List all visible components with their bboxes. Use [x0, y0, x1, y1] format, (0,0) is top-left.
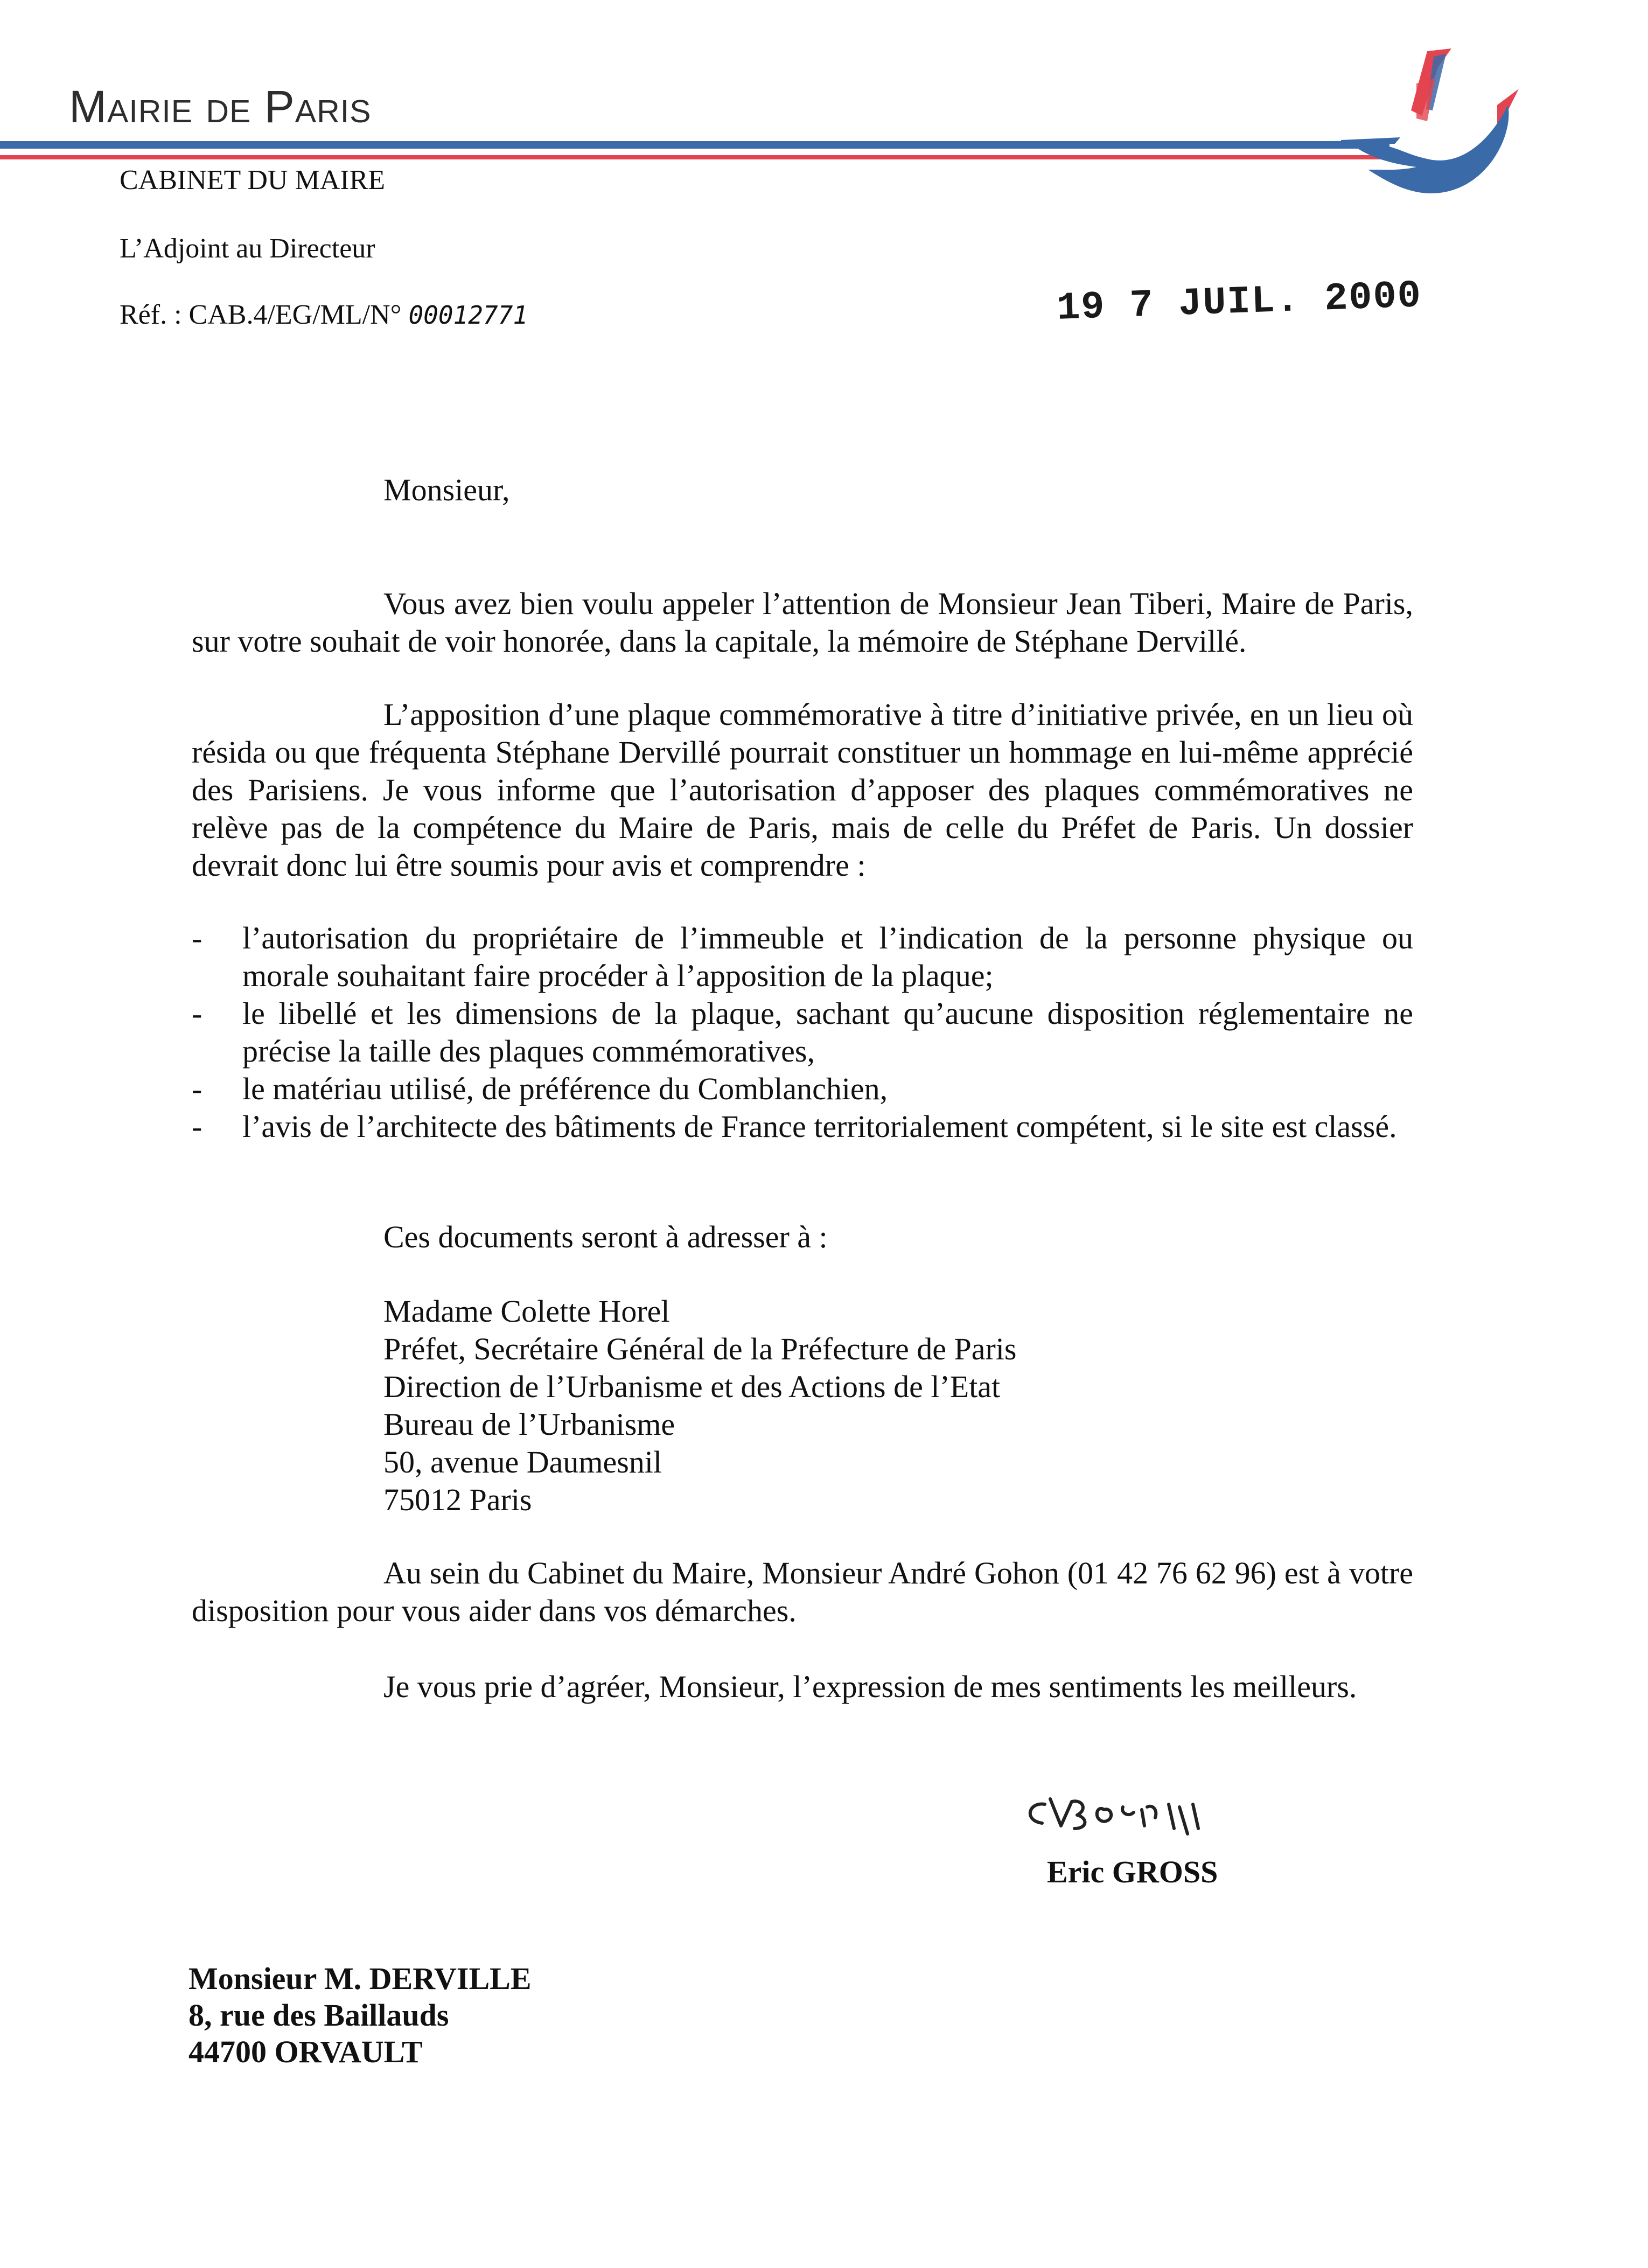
list-item	[192, 995, 1413, 1070]
header-rule-blue	[0, 141, 1389, 149]
list-item-text: l’avis de l’architecte des bâtiments de France territorialement compétent, si le site est classé.	[242, 1109, 1397, 1144]
list-dash: -	[192, 1071, 202, 1106]
paris-ship-logo-icon	[1336, 46, 1540, 218]
list-item	[192, 1070, 1413, 1108]
brand-text: Mairie de Paris	[69, 81, 372, 132]
list-dash: -	[192, 996, 202, 1031]
recipient-street: 8, rue des Baillauds	[188, 1998, 449, 2033]
address-line: Bureau de l’Urbanisme	[383, 1407, 675, 1442]
paragraph-1-text: Vous avez bien voulu appeler l’attention de Monsieur Jean Tiberi, Maire de Paris, sur votre souhait de voir honorée, dans la capitale, la mémoire de Stéphane Dervillé.	[192, 586, 1413, 659]
paragraph-2	[192, 696, 1413, 884]
address-line: Madame Colette Horel	[383, 1294, 670, 1329]
prefecture-address	[383, 1293, 1017, 1519]
list-item	[192, 919, 1413, 995]
paragraph-3-text: Au sein du Cabinet du Maire, Monsieur André Gohon (01 42 76 62 96) est à votre disposition pour vous aider dans vos démarches.	[192, 1555, 1413, 1628]
salutation: Monsieur,	[383, 472, 510, 507]
list-dash: -	[192, 1109, 202, 1144]
paragraph-3	[192, 1554, 1413, 1630]
address-line: Préfet, Secrétaire Général de la Préfecture de Paris	[383, 1331, 1017, 1366]
reference-line	[120, 299, 528, 331]
handwritten-signature	[1012, 1777, 1282, 1853]
closing-formula: Je vous prie d’agréer, Monsieur, l’expression de mes sentiments les meilleurs.	[383, 1669, 1357, 1704]
recipient-name: Monsieur M. DERVILLE	[188, 1961, 532, 1996]
letterhead-title	[69, 81, 371, 133]
paragraph-2-text: L’apposition d’une plaque commémorative à titre d’initiative privée, en un lieu où résida ou que fréquenta Stéphane Dervillé pourrait constituer un hommage en lui-même apprécié des Parisiens. Je vous informe que l’autorisation d’apposer des plaques commémoratives ne relève pas de la compétence du Maire de Paris, mais de celle du Préfet de Paris. Un dossier devrait donc lui être soumis pour avis et comprendre :	[192, 697, 1413, 883]
reference-label: Réf. : CAB.4/EG/ML/N°	[120, 299, 402, 330]
list-item	[192, 1108, 1413, 1146]
recipient-address	[188, 1960, 532, 2070]
date-stamp: 19 7 JUIL. 2000	[1056, 274, 1423, 331]
address-intro: Ces documents seront à adresser à :	[383, 1219, 828, 1254]
list-dash: -	[192, 920, 202, 955]
list-item-text: l’autorisation du propriétaire de l’immeuble et l’indication de la personne physique ou morale souhaitant faire procéder à l’apposition de la plaque;	[242, 920, 1413, 993]
recipient-city: 44700 ORVAULT	[188, 2034, 423, 2069]
list-item-text: le matériau utilisé, de préférence du Comblanchien,	[242, 1071, 888, 1106]
address-line: 50, avenue Daumesnil	[383, 1444, 662, 1480]
department-label: CABINET DU MAIRE	[120, 165, 386, 196]
paragraph-1	[192, 585, 1413, 660]
list-item-text: le libellé et les dimensions de la plaque, sachant qu’aucune disposition réglementaire ne précise la taille des plaques commémoratives,	[242, 996, 1413, 1069]
role-label: L’Adjoint au Directeur	[120, 233, 375, 264]
address-line: 75012 Paris	[383, 1482, 532, 1517]
reference-number: 00012771	[408, 301, 528, 330]
address-line: Direction de l’Urbanisme et des Actions de l’Etat	[383, 1369, 1001, 1404]
requirements-list	[192, 919, 1413, 1146]
signer-name: Eric GROSS	[1047, 1854, 1218, 1889]
header-rule-red	[0, 155, 1389, 159]
